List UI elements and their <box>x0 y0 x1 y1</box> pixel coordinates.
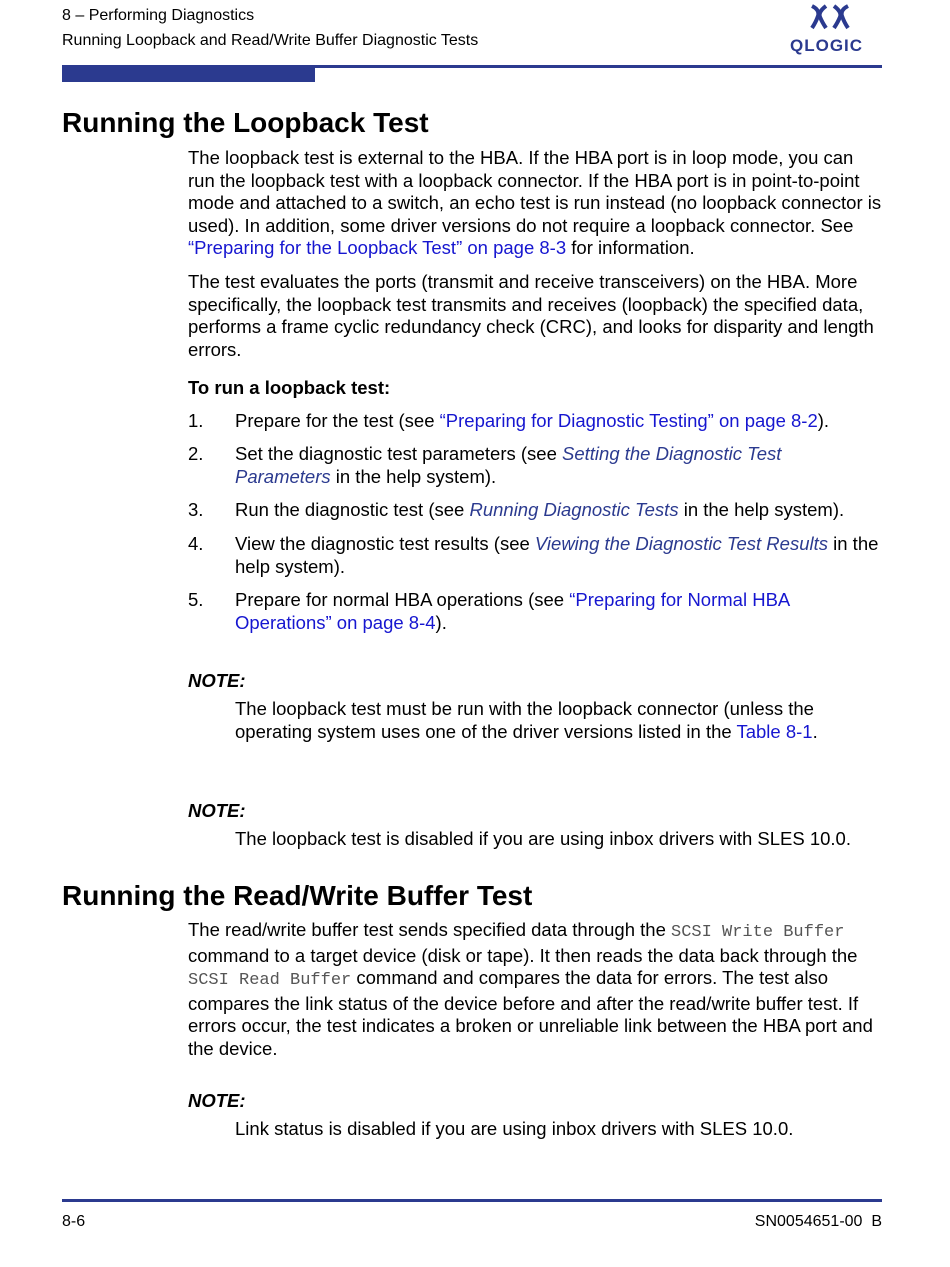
step-text: Prepare for the test (see <box>235 410 440 431</box>
note-label: NOTE: <box>188 670 246 691</box>
link-preparing-diagnostic-testing[interactable]: “Preparing for Diagnostic Testing” on page 8-2 <box>439 410 818 431</box>
rwbuffer-text: command and compares the data for errors. The test also compares the link status of the device before and after the read/write buffer test. If errors occur, the test indicates a broken or unreliable link between the HBA port and the device. <box>188 967 873 1059</box>
link-preparing-loopback[interactable]: “Preparing for the Loopback Test” on page 8-3 <box>188 237 567 259</box>
note-text-after: . <box>812 720 818 742</box>
link-preparing-normal-operations[interactable]: “Preparing for Normal HBA Operations” on page 8-4 <box>235 589 790 633</box>
code-scsi-read-buffer: SCSI Read Buffer <box>188 971 352 991</box>
note-connector-text <box>235 698 882 743</box>
step-number: 2. <box>188 443 204 464</box>
step-text-after: in the help system). <box>678 499 845 520</box>
step-number: 1. <box>188 410 204 431</box>
loopback-intro-paragraph <box>188 147 882 260</box>
chapter-title: 8 – Performing Diagnostics <box>62 7 255 24</box>
loopback-heading: Running the Loopback Test <box>62 107 429 138</box>
rwbuffer-text: The read/write buffer test sends specified data through the <box>188 919 672 940</box>
loopback-evaluation-paragraph: The test evaluates the ports (transmit and receive transceivers) on the HBA. More specifically, the loopback test transmits and receives (loopback) the specified data, performs a frame cyclic redundancy check (CRC), and looks for disparity and length errors. <box>188 271 874 360</box>
rwbuffer-heading: Running the Read/Write Buffer Test <box>62 880 533 911</box>
step-number: 5. <box>188 589 204 610</box>
step-5 <box>188 589 882 634</box>
link-viewing-test-results[interactable]: Viewing the Diagnostic Test Results <box>534 533 828 554</box>
note-inbox-drivers-text: The loopback test is disabled if you are using inbox drivers with SLES 10.0. <box>235 828 851 849</box>
step-text-after: ). <box>435 611 447 633</box>
section-title: Running Loopback and Read/Write Buffer Diagnostic Tests <box>62 32 479 49</box>
step-4 <box>188 533 882 578</box>
document-id: SN0054651-00 B <box>754 1213 882 1230</box>
loopback-intro-text: The loopback test is external to the HBA. If the HBA port is in loop mode, you can run the loopback test with a loopback connector. If the HBA port is in point-to-point mode and attached to a switch, an echo test is run instead (no loopback connector is used). In addition, some driver versions do not require a loopback connector. See <box>188 147 882 236</box>
step-text-after: ). <box>817 410 830 431</box>
step-number: 3. <box>188 499 204 520</box>
step-text-after: in the help system). <box>330 465 497 487</box>
step-2 <box>188 443 882 488</box>
step-3 <box>188 499 882 522</box>
header-accent-bar <box>62 68 315 82</box>
step-number: 4. <box>188 533 204 554</box>
note-label: NOTE: <box>188 800 246 821</box>
rwbuffer-paragraph <box>188 919 882 1061</box>
step-text: View the diagnostic test results (see <box>235 533 535 554</box>
logo-wordmark: QLOGIC <box>790 36 864 55</box>
rwbuffer-text: command to a target device (disk or tape). It then reads the data back through the <box>188 944 858 966</box>
link-running-diagnostic-tests[interactable]: Running Diagnostic Tests <box>469 499 679 520</box>
note-link-status-text: Link status is disabled if you are using inbox drivers with SLES 10.0. <box>235 1118 794 1139</box>
step-text: Set the diagnostic test parameters (see <box>235 443 563 464</box>
step-text: Prepare for normal HBA operations (see <box>235 589 570 610</box>
step-text-after: in the help system). <box>235 533 879 577</box>
page-number: 8-6 <box>62 1213 86 1230</box>
footer-rule <box>62 1199 882 1202</box>
qlogic-logo-icon <box>808 2 852 32</box>
note-label: NOTE: <box>188 1090 246 1111</box>
link-table-8-1[interactable]: Table 8-1 <box>736 720 813 742</box>
procedure-title: To run a loopback test: <box>188 377 391 398</box>
loopback-intro-after: for information. <box>566 237 695 259</box>
link-setting-test-parameters[interactable]: Setting the Diagnostic Test Parameters <box>235 443 782 487</box>
note-text: The loopback test must be run with the loopback connector (unless the operating system uses one of the driver versions listed in the <box>235 698 814 742</box>
qlogic-logo <box>786 2 882 56</box>
code-scsi-write-buffer: SCSI Write Buffer <box>671 923 845 942</box>
step-1 <box>188 410 882 433</box>
step-text: Run the diagnostic test (see <box>235 499 470 520</box>
